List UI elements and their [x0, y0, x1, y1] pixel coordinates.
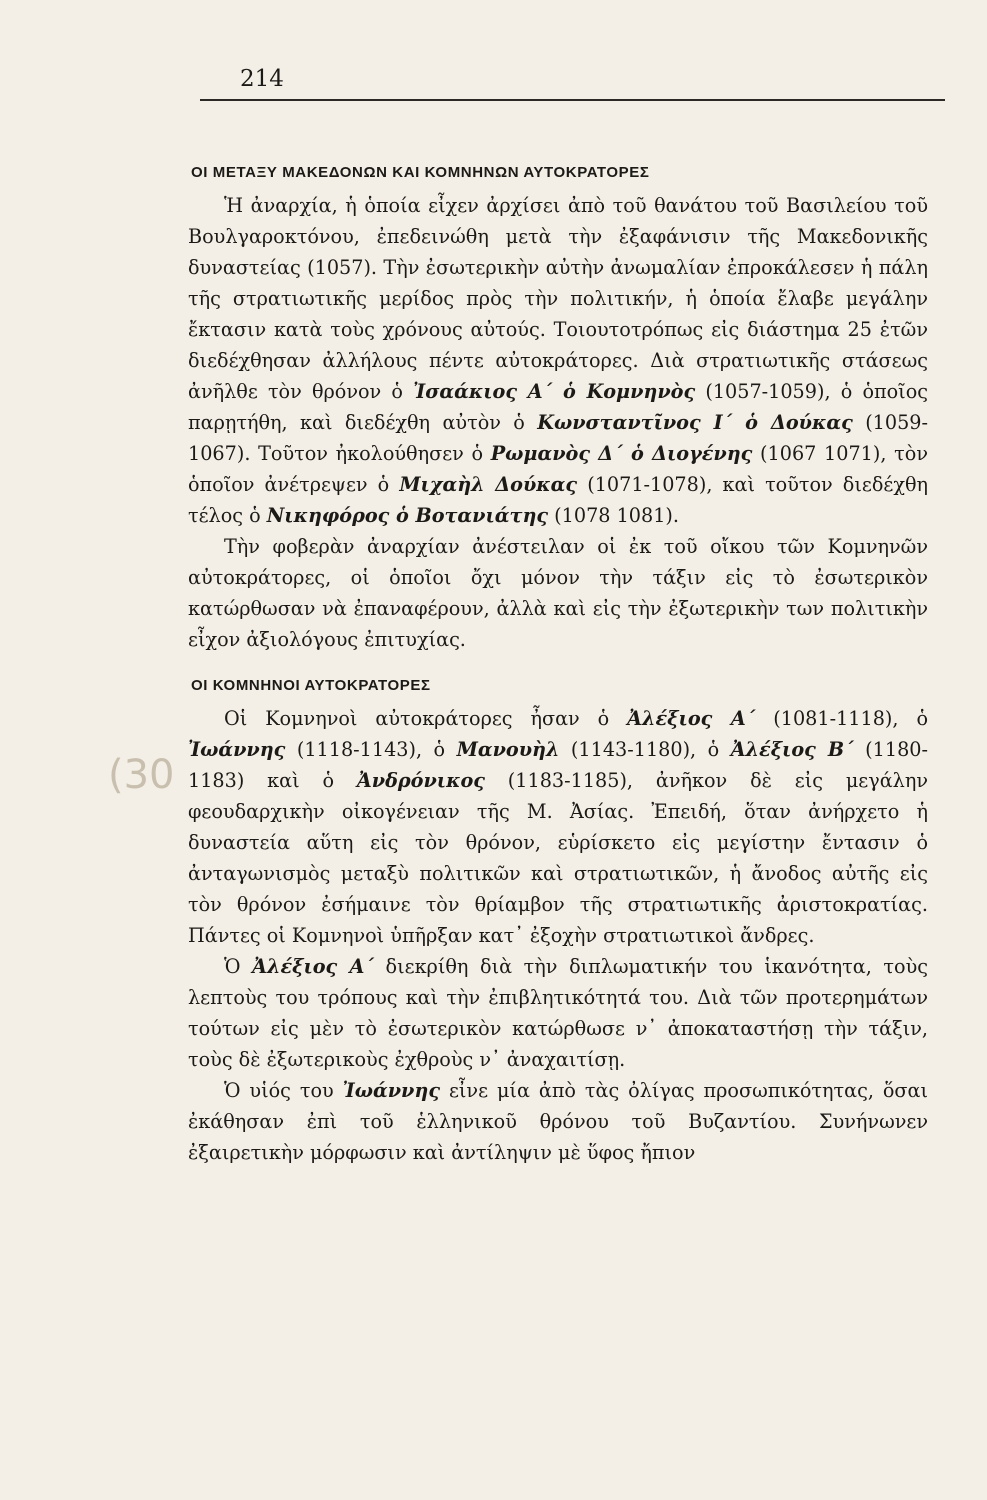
emperor-name: Ἀνδρόνικος: [356, 769, 485, 792]
text-run: (1143-1180), ὁ: [559, 738, 731, 761]
text-run: (1067 1071), τὸν ὁποῖον ἀνέτρεψεν ὁ: [188, 442, 928, 496]
paragraph-alexios: [188, 951, 928, 1075]
emperor-name: Ἰωάννης: [342, 1079, 441, 1102]
text-run: εἶνε μία ἀπὸ τὰς ὀλίγας προσωπικότητας, ὅσαι ἐκάθησαν ἐπὶ τοῦ ἑλληνικοῦ θρόνου τοῦ Βυζαντίου. Συνήνωνεν ἐξαιρετικὴν μόρφωσιν καὶ ἀντίληψιν μὲ ὕφος ἤπιον: [188, 1079, 928, 1164]
header-rule: [200, 99, 945, 101]
paragraph-anarchy: [188, 190, 928, 531]
body-text: [188, 150, 928, 1168]
emperor-name: Μανουὴλ: [456, 738, 560, 761]
emperor-name: Ἀλέξιος Α΄: [627, 707, 756, 730]
text-run: (1081-1118), ὁ: [755, 707, 928, 730]
text-run: (1059-1067). Τοῦτον ἠκολούθησεν ὁ: [188, 411, 928, 465]
text-run: (1078 1081).: [548, 504, 680, 527]
text-run: (1057-1059), ὁ ὁποῖος παρῃτήθη, καὶ διεδέχθη αὐτὸν ὁ: [188, 380, 928, 434]
emperor-name: Ρωμανὸς Δ΄ ὁ Διογένης: [490, 442, 753, 465]
text-run: Ἡ ἀναρχία, ἡ ὁποία εἶχεν ἀρχίσει ἀπὸ τοῦ θανάτου τοῦ Βασιλείου τοῦ Βουλγαροκτόνου, ἐπεδεινώθη μετὰ τὴν ἐξαφάνισιν τῆς Μακεδονικῆς δυναστείας (1057). Τὴν ἐσωτερικὴν αὐτὴν ἀνωμαλίαν ἐπροκάλεσεν ἡ πάλη τῆς στρατιωτικῆς μερίδος πρὸς τὴν πολιτικήν, ἡ ὁποία ἔλαβε μεγάλην ἔκτασιν κατὰ τοὺς χρόνους αὐτούς. Τοιουτοτρόπως εἰς διάστημα 25 ἐτῶν διεδέχθησαν ἀλλήλους πέντε αὐτοκράτορες. Διὰ στρατιωτικῆς στάσεως ἀνῆλθε τὸν θρόνον ὁ: [188, 194, 928, 403]
section-heading-macedonian-komnenian: ΟΙ ΜΕΤΑΞΥ ΜΑΚΕΔΟΝΩΝ ΚΑΙ ΚΟΜΝΗΝΩΝ ΑΥΤΟΚΡΑΤΟΡΕΣ: [191, 164, 650, 181]
paragraph-ioannis: [188, 1075, 928, 1168]
emperor-name: Μιχαὴλ Δούκας: [399, 473, 578, 496]
text-run: Ὁ: [224, 955, 253, 978]
emperor-name: Ἰσαάκιος Α΄ ὁ Κομνηνὸς: [413, 380, 696, 403]
text-run: διεκρίθη διὰ τὴν διπλωματικήν του ἱκανότητα, τοὺς λεπτοὺς του τρόπους καὶ τὴν ἐπιβλητικότητά του. Διὰ τῶν προτερημάτων τούτων εἰς μὲν τὸ ἐσωτερικὸν κατώρθωσε ν᾽ ἀποκαταστήσῃ τὴν τάξιν, τοὺς δὲ ἐξωτερικοὺς ἐχθροὺς ν᾽ ἀναχαιτίσῃ.: [188, 955, 929, 1071]
emperor-name: Ἀλέξιος Α΄: [252, 955, 374, 978]
emperor-name: Ἀλέξιος Β΄: [730, 738, 854, 761]
paragraph-komnenian-list: [188, 703, 928, 951]
text-run: Ὁ υἱός του: [224, 1079, 343, 1102]
emperor-name: Νικηφόρος ὁ Βοτανιάτης: [266, 504, 549, 527]
text-run: (1180-1183) καὶ ὁ: [188, 738, 928, 792]
text-run: (1071-1078), καὶ τοῦτον διεδέχθη τέλος ὁ: [188, 473, 928, 527]
paragraph-komnenian-restoration: Τὴν φοβερὰν ἀναρχίαν ἀνέστειλαν οἱ ἐκ τοῦ οἴκου τῶν Κομνηνῶν αὐτοκράτορες, οἱ ὁποῖοι ὄχι μόνον τὴν τάξιν εἰς τὸ ἐσωτερικὸν κατώρθωσαν νὰ ἐπαναφέρουν, ἀλλὰ καὶ εἰς τὴν ἐξωτερικὴν των πολιτικὴν εἶχον ἀξιολόγους ἐπιτυχίας.: [188, 535, 928, 651]
text-run: Οἱ Κομνηνοὶ αὐτοκράτορες ἦσαν ὁ: [224, 707, 628, 730]
section-heading-komnenian-emperors: ΟΙ ΚΟΜΝΗΝΟΙ ΑΥΤΟΚΡΑΤΟΡΕΣ: [191, 677, 431, 694]
handwritten-margin-mark: (30: [108, 752, 175, 798]
emperor-name: Ἰωάννης: [188, 738, 286, 761]
text-run: (1118-1143), ὁ: [285, 738, 457, 761]
page-number: 214: [240, 66, 284, 92]
emperor-name: Κωνσταντῖνος Ι΄ ὁ Δούκας: [537, 411, 853, 434]
text-run: (1183-1185), ἀνῆκον δὲ εἰς μεγάλην φεουδαρχικὴν οἰκογένειαν τῆς Μ. Ἀσίας. Ἐπειδή, ὅταν ἀνήρχετο ἡ δυναστεία αὕτη εἰς τὸν θρόνον, εὑρίσκετο εἰς μεγίστην ἔντασιν ὁ ἀνταγωνισμὸς μεταξὺ πολιτικῶν καὶ στρατιωτικῶν, ἡ ἄνοδος αὐτῆς εἰς τὸν θρόνον ἐσήμαινε τὸν θρίαμβον τῆς στρατιωτικῆς ἀριστοκρατίας. Πάντες οἱ Κομνηνοὶ ὑπῆρξαν κατ᾽ ἐξοχὴν στρατιωτικοὶ ἄνδρες.: [188, 769, 928, 947]
